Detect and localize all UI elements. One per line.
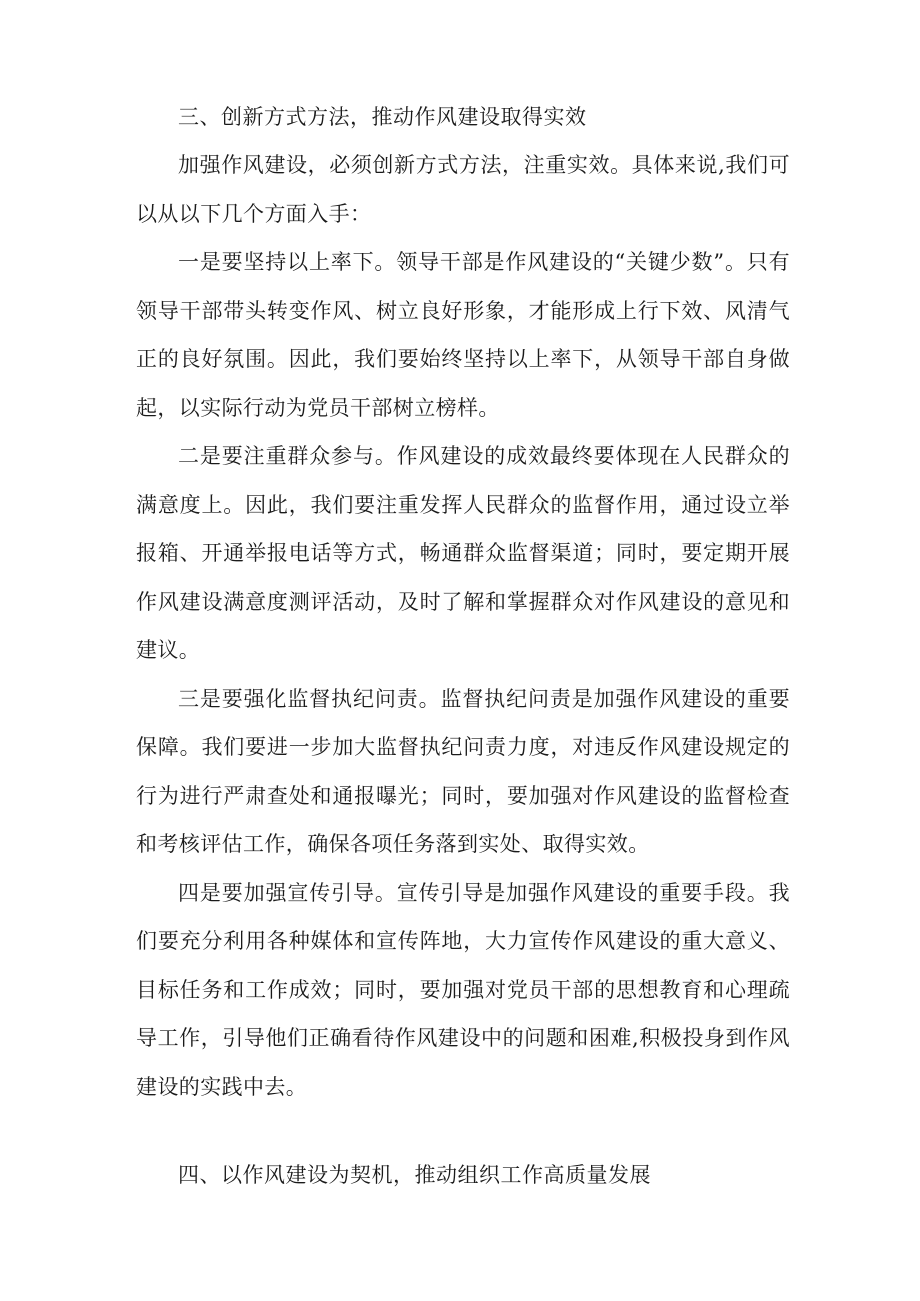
point-4-paragraph: 四是要加强宣传引导。宣传引导是加强作风建设的重要手段。我们要充分利用各种媒体和宣传阵地，大力宣传作风建设的重大意义、目标任务和工作成效；同时，要加强对党员干部的思想教育和心理疏导工作，引导他们正确看待作风建设中的问题和困难,积极投身到作风建设的实践中去。 (136, 880, 790, 1099)
document-body (136, 93, 790, 1199)
section-heading-4: 四、以作风建设为契机，推动组织工作高质量发展 (178, 1163, 651, 1187)
section-heading-3: 三、创新方式方法，推动作风建设取得实效 (178, 105, 587, 129)
section-spacer (136, 1111, 790, 1151)
point-1-paragraph: 一是要坚持以上率下。领导干部是作风建设的“关键少数”。只有领导干部带头转变作风、树立良好形象，才能形成上行下效、风清气正的良好氛围。因此，我们要始终坚持以上率下，从领导干部自身做起，以实际行动为党员干部树立榜样。 (136, 250, 790, 420)
intro-paragraph: 加强作风建设，必须创新方式方法，注重实效。具体来说,我们可以从以下几个方面入手： (136, 153, 790, 226)
point-3-paragraph: 三是要强化监督执纪问责。监督执纪问责是加强作风建设的重要保障。我们要进一步加大监督执纪问责力度，对违反作风建设规定的行为进行严肃查处和通报曝光；同时，要加强对作风建设的监督检查和考核评估工作，确保各项任务落到实处、取得实效。 (136, 686, 790, 856)
point-2-paragraph: 二是要注重群众参与。作风建设的成效最终要体现在人民群众的满意度上。因此，我们要注重发挥人民群众的监督作用，通过设立举报箱、开通举报电话等方式，畅通群众监督渠道；同时，要定期开展作风建设满意度测评活动，及时了解和掌握群众对作风建设的意见和建议。 (136, 444, 790, 662)
